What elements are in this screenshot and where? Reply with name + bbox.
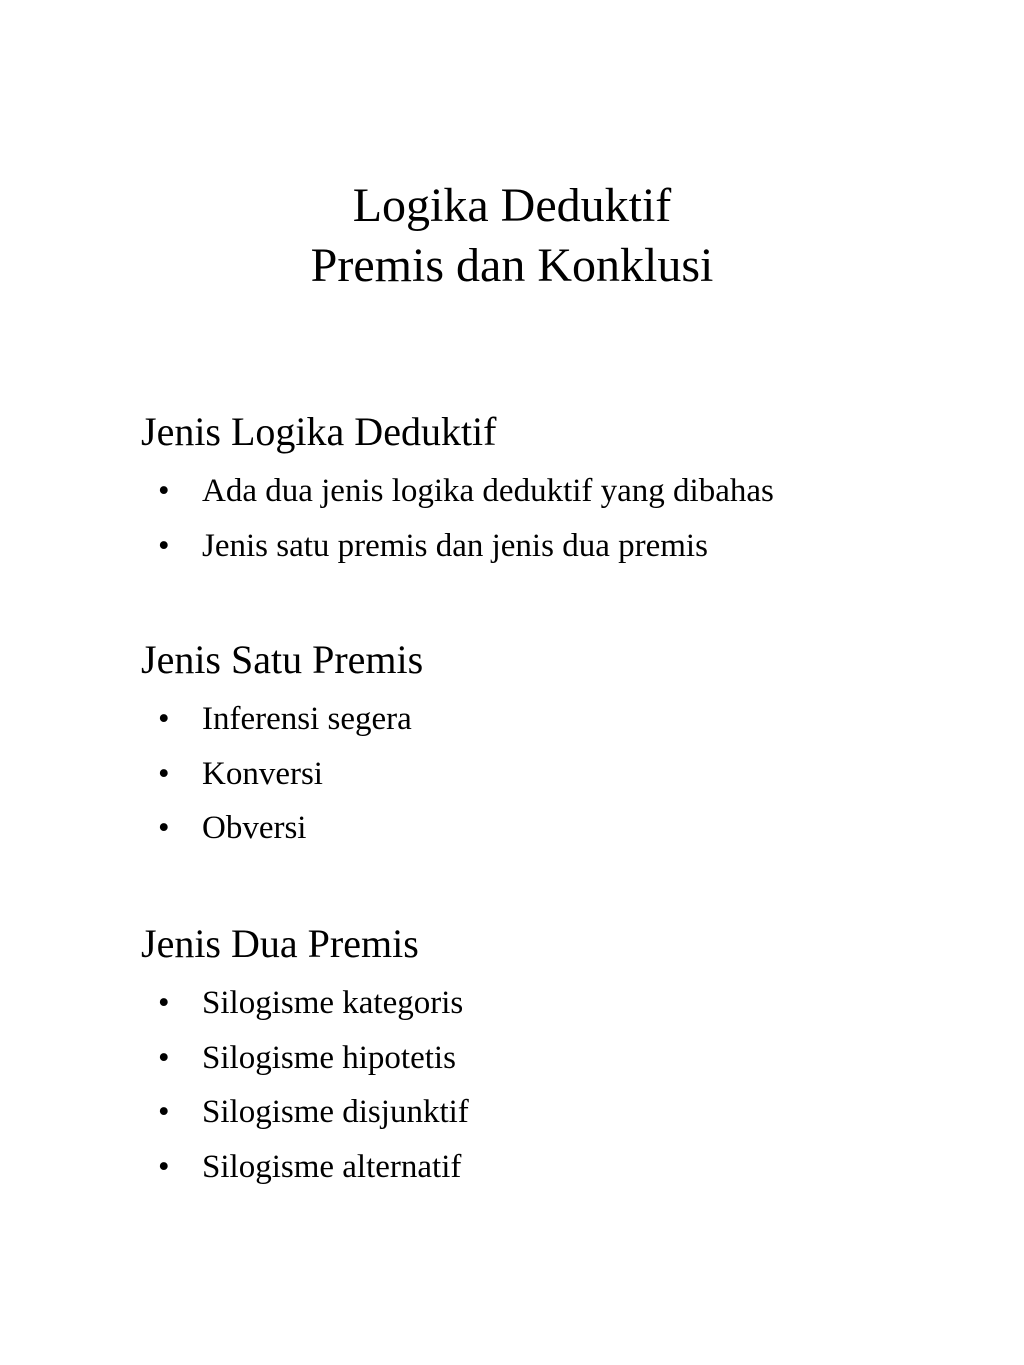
list-item-text: Silogisme kategoris — [202, 985, 464, 1021]
bullet-list — [141, 976, 1001, 1194]
bullet-icon: • — [158, 473, 170, 509]
list-item-text: Silogisme disjunktif — [202, 1094, 469, 1130]
bullet-icon: • — [158, 810, 170, 846]
list-item — [141, 1085, 1001, 1140]
list-item-text: Inferensi segera — [202, 701, 412, 737]
bullet-icon: • — [158, 1148, 170, 1185]
list-item — [141, 976, 1001, 1031]
section-heading: Jenis Logika Deduktif — [141, 409, 497, 454]
list-item-text: Silogisme alternatif — [202, 1148, 462, 1185]
section-heading: Jenis Dua Premis — [141, 921, 419, 966]
list-item-text: Silogisme hipotetis — [202, 1039, 456, 1076]
bullet-icon: • — [158, 755, 170, 792]
list-item — [141, 747, 1001, 802]
bullet-icon: • — [158, 1039, 170, 1076]
bullet-list — [141, 464, 1001, 573]
slide-title — [0, 176, 1024, 296]
bullet-list — [141, 692, 1001, 856]
list-item — [141, 1031, 1001, 1086]
list-item-text: Obversi — [202, 810, 307, 846]
list-item — [141, 1140, 1001, 1195]
list-item-text: Konversi — [202, 755, 323, 792]
section-jenis-satu-premis — [141, 636, 1001, 856]
list-item-text: Ada dua jenis logika deduktif yang dibahas — [202, 473, 774, 509]
section-heading: Jenis Satu Premis — [141, 637, 424, 682]
bullet-icon: • — [158, 701, 170, 737]
bullet-icon: • — [158, 985, 170, 1021]
list-item-text: Jenis satu premis dan jenis dua premis — [202, 527, 708, 564]
list-item — [141, 464, 1001, 519]
bullet-icon: • — [158, 527, 170, 564]
bullet-icon: • — [158, 1094, 170, 1130]
title-line-1: Logika Deduktif — [352, 179, 672, 232]
list-item — [141, 801, 1001, 856]
list-item — [141, 519, 1001, 574]
list-item — [141, 692, 1001, 747]
section-jenis-dua-premis — [141, 920, 1001, 1194]
title-line-2: Premis dan Konklusi — [310, 239, 714, 292]
section-jenis-logika-deduktif — [141, 408, 1001, 573]
